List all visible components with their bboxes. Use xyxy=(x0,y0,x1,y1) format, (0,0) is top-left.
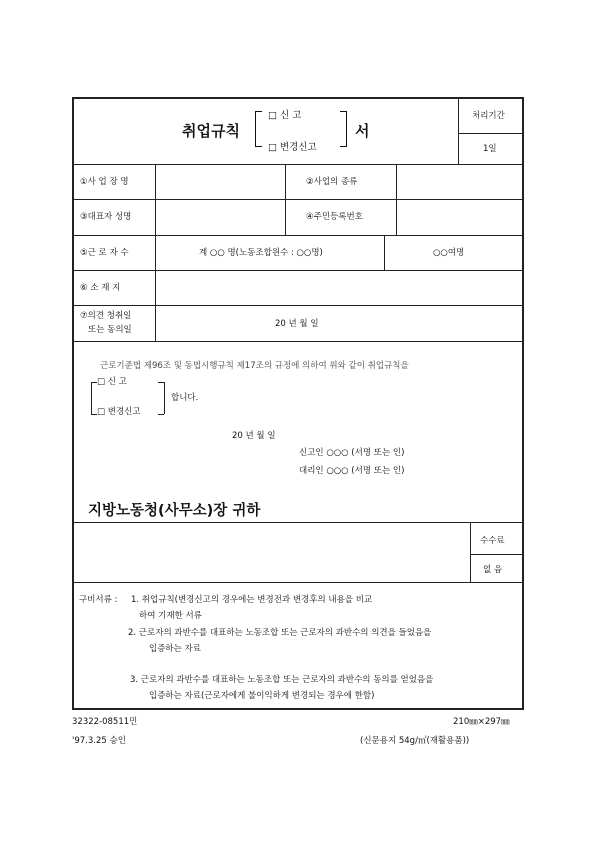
body-option-change: □ 변경신고 xyxy=(97,407,141,417)
fee-value: 없 음 xyxy=(483,565,503,575)
title-bracket-right xyxy=(340,111,347,147)
approval-date: '97.3.25 승인 xyxy=(72,736,126,746)
processing-period-label: 처리기간 xyxy=(472,111,505,121)
opinion-date-label-2: 또는 동의일 xyxy=(88,325,132,335)
header-divider xyxy=(458,98,459,164)
title-option-report: □ 신 고 xyxy=(268,110,302,121)
resident-number-label: ④주민등록번호 xyxy=(306,212,363,222)
form-title-right: 서 xyxy=(355,122,370,140)
fee-divider xyxy=(470,554,522,555)
form-bottom-border xyxy=(72,708,524,710)
option-bracket-stem xyxy=(91,382,92,414)
option-bracket-right-bottom xyxy=(158,414,164,415)
fee-label: 수수료 xyxy=(480,536,505,546)
row1-mid-divider-a xyxy=(285,164,286,235)
workers-female: ○○여명 xyxy=(433,248,465,258)
workers-total: 계 ○○ 명(노동조합원수 : ○○명) xyxy=(199,248,323,258)
form-title-left: 취업규칙 xyxy=(182,122,240,140)
document-item-1-line-1: 1. 취업규칙(변경신고의 경우에는 변경전과 변경후의 내용을 비교 xyxy=(131,595,373,605)
workers-label: ⑤근 로 자 수 xyxy=(80,248,129,258)
form-top-border xyxy=(72,97,524,99)
row-line-4 xyxy=(73,270,522,271)
agent-line: 대리인 ○○○ (서명 또는 인) xyxy=(299,466,405,476)
document-item-3-line-1: 3. 근로자의 과반수를 대표하는 노동조합 또는 근로자의 과반수의 동의를 얻었음을 xyxy=(130,675,434,685)
fee-column-divider xyxy=(470,522,471,582)
opinion-date-label-1: ⑦의견 청취일 xyxy=(80,311,132,321)
form-left-border xyxy=(72,97,74,710)
processing-period-value: 1일 xyxy=(483,144,497,154)
fee-section-bottom xyxy=(73,582,522,583)
addressee: 지방노동청(사무소)장 귀하 xyxy=(88,503,261,519)
label-column-divider xyxy=(155,164,156,341)
body-option-report: □ 신 고 xyxy=(97,377,127,387)
document-item-3-line-2: 입증하는 자료(근로자에게 불이익하게 변경되는 경우에 한함) xyxy=(149,691,375,701)
body-date: 20 년 월 일 xyxy=(232,431,276,441)
fee-section-top xyxy=(73,522,522,523)
row-line-3 xyxy=(73,235,522,236)
representative-label: ③대표자 성명 xyxy=(80,212,132,222)
workplace-name-label: ①사 업 장 명 xyxy=(80,177,129,187)
body-suffix: 합니다. xyxy=(171,393,199,403)
document-item-2-line-2: 입증하는 자료 xyxy=(149,644,201,654)
documents-heading: 구비서류 : xyxy=(79,595,118,605)
document-item-1-line-2: 하여 기재한 서류 xyxy=(139,611,202,621)
document-item-2-line-1: 2. 근로자의 과반수를 대표하는 노동조합 또는 근로자의 과반수의 의견을 들었음을 xyxy=(128,628,432,638)
header-bottom-line xyxy=(73,164,522,165)
paper-type: (신문용지 54g/㎡(재활용품)) xyxy=(360,736,470,746)
paper-size: 210㎜×297㎜ xyxy=(453,717,510,727)
form-number: 32322-08511민 xyxy=(72,717,138,727)
row1-mid-divider-b xyxy=(396,164,397,235)
title-bracket-left xyxy=(255,111,262,147)
opinion-date-value: 20 년 월 일 xyxy=(275,319,319,329)
processing-divider xyxy=(458,133,522,134)
row-line-2 xyxy=(73,199,522,200)
option-bracket-right-stem xyxy=(164,382,165,414)
form-right-border xyxy=(522,97,524,710)
workers-divider xyxy=(384,235,385,270)
location-label: ⑥ 소 재 지 xyxy=(80,283,121,293)
title-option-change: □ 변경신고 xyxy=(268,142,317,153)
business-type-label: ②사업의 종류 xyxy=(306,177,358,187)
statement-text: 근로기준법 제96조 및 동법시행규칙 제17조의 규정에 의하여 위와 같이 취업규칙을 xyxy=(100,361,409,371)
reporter-line: 신고인 ○○○ (서명 또는 인) xyxy=(299,448,405,458)
row-line-6 xyxy=(73,341,522,342)
row-line-5 xyxy=(73,305,522,306)
